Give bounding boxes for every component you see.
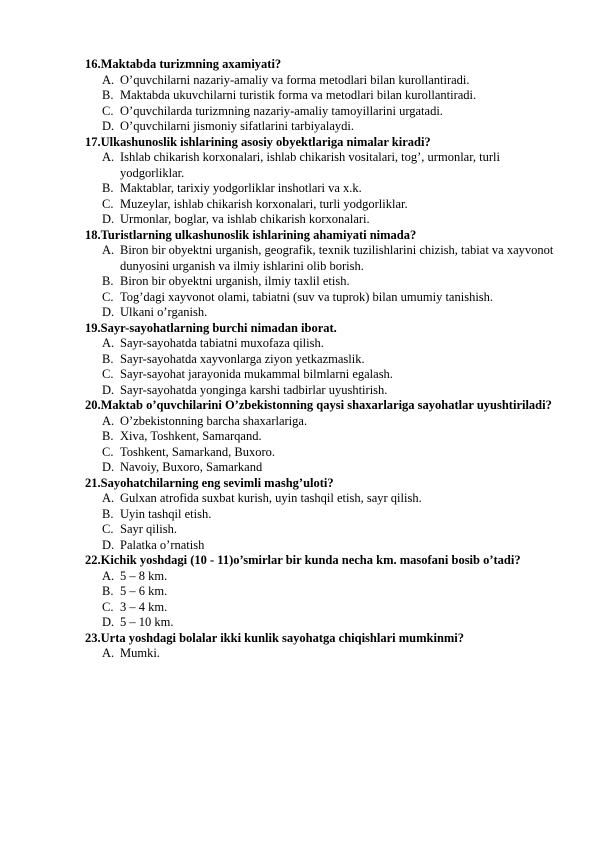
option-text: O’quvchilarda turizmning nazariy-amaliy tamoyillarini urgatadi. — [120, 103, 443, 118]
option-item — [85, 569, 555, 585]
option-letter: A. — [102, 568, 115, 583]
option-text: Sayr-sayohat jarayonida mukammal bilmlarni egalash. — [120, 367, 393, 381]
option-item — [85, 615, 555, 631]
option-letter: A. — [102, 243, 115, 257]
option-item — [85, 150, 555, 181]
option-text: Tog’dagi xayvonot olami, tabiatni (suv va tuprok) bilan umumiy tanishish. — [120, 289, 494, 304]
question-block — [85, 398, 555, 476]
option-text: Xiva, Toshkent, Samarqand. — [120, 429, 262, 443]
option-item — [85, 522, 555, 538]
option-list — [85, 491, 555, 553]
option-text: O’zbekistonning barcha shaxarlariga. — [120, 413, 308, 428]
option-letter: C. — [102, 103, 114, 118]
option-letter: B. — [102, 181, 114, 195]
option-item — [85, 352, 555, 368]
option-text: 5 – 8 km. — [120, 568, 168, 583]
option-letter: D. — [102, 212, 115, 226]
option-letter: A. — [102, 646, 115, 660]
option-item — [85, 336, 555, 352]
option-item — [85, 104, 555, 120]
option-letter: B. — [102, 584, 114, 598]
option-text: Sayr-sayohatda tabiatni muxofaza qilish. — [120, 336, 324, 350]
option-item — [85, 290, 555, 306]
option-item — [85, 584, 555, 600]
option-letter: A. — [102, 150, 115, 164]
option-item — [85, 367, 555, 383]
option-text: Maktablar, tarixiy yodgorliklar inshotlari va x.k. — [120, 181, 362, 195]
question-block — [85, 228, 555, 321]
option-item — [85, 181, 555, 197]
question-title: 21.Sayohatchilarning eng sevimli mashg’uloti? — [85, 475, 334, 490]
option-item — [85, 383, 555, 399]
option-item — [85, 507, 555, 523]
option-text: Palatka o’rnatish — [120, 537, 205, 552]
option-text: O’quvchilarni nazariy-amaliy va forma metodlari bilan kurollantiradi. — [120, 72, 470, 87]
option-text: 3 – 4 km. — [120, 599, 168, 614]
option-text: Urmonlar, boglar, va ishlab chikarish korxonalari. — [120, 212, 370, 226]
option-text: Ishlab chikarish korxonalari, ishlab chikarish vositalari, tog’, urmonlar, turli yodgorliklar. — [120, 150, 500, 180]
option-item — [85, 88, 555, 104]
option-letter: B. — [102, 88, 114, 102]
option-item — [85, 491, 555, 507]
option-item — [85, 429, 555, 445]
option-item — [85, 119, 555, 135]
option-letter: B. — [102, 274, 114, 288]
question-block — [85, 57, 555, 135]
option-item — [85, 305, 555, 321]
option-letter: A. — [102, 336, 115, 350]
option-letter: B. — [102, 506, 114, 521]
option-text: Gulxan atrofida suxbat kurish, uyin tashqil etish, sayr qilish. — [120, 491, 422, 505]
option-item — [85, 445, 555, 461]
question-title: 23.Urta yoshdagi bolalar ikki kunlik sayohatga chiqishlari mumkinmi? — [85, 630, 465, 645]
option-item — [85, 197, 555, 213]
option-list — [85, 646, 555, 662]
option-text: 5 – 10 km. — [120, 615, 174, 629]
question-title: 22.Kichik yoshdagi (10 - 11)o’smirlar bir kunda necha km. masofani bosib o’tadi? — [85, 553, 521, 567]
option-item — [85, 460, 555, 476]
option-text: Uyin tashqil etish. — [120, 506, 212, 521]
option-text: Mumki. — [120, 646, 160, 660]
option-text: Toshkent, Samarkand, Buxoro. — [120, 444, 276, 459]
option-letter: A. — [102, 72, 115, 87]
question-title: 18.Turistlarning ulkashunoslik ishlarining ahamiyati nimada? — [85, 227, 417, 242]
option-text: Sayr qilish. — [120, 522, 177, 536]
option-letter: D. — [102, 382, 115, 397]
question-block — [85, 135, 555, 228]
option-letter: B. — [102, 351, 114, 366]
document-page — [85, 57, 555, 662]
question-block — [85, 321, 555, 399]
option-text: Biron bir obyektni urganish, ilmiy taxlil etish. — [120, 274, 350, 288]
option-letter: C. — [102, 367, 114, 381]
option-text: Sayr-sayohatda xayvonlarga ziyon yetkazmaslik. — [120, 351, 365, 366]
option-letter: C. — [102, 289, 114, 304]
option-item — [85, 73, 555, 89]
option-item — [85, 212, 555, 228]
option-letter: D. — [102, 119, 115, 133]
option-letter: C. — [102, 196, 114, 211]
option-list — [85, 336, 555, 398]
question-block — [85, 476, 555, 554]
option-item — [85, 274, 555, 290]
option-letter: D. — [102, 460, 115, 474]
option-list — [85, 569, 555, 631]
question-title: 19.Sayr-sayohatlarning burchi nimadan iborat. — [85, 320, 337, 335]
option-letter: B. — [102, 429, 114, 443]
option-letter: D. — [102, 615, 115, 629]
option-letter: C. — [102, 444, 114, 459]
question-block — [85, 553, 555, 631]
option-item — [85, 538, 555, 554]
option-letter: D. — [102, 537, 115, 552]
option-list — [85, 414, 555, 476]
option-text: O’quvchilarni jismoniy sifatlarini tarbiyalaydi. — [120, 119, 354, 133]
option-list — [85, 150, 555, 228]
question-title: 16.Maktabda turizmning axamiyati? — [85, 57, 282, 71]
option-text: Sayr-sayohatda yonginga karshi tadbirlar uyushtirish. — [120, 382, 388, 397]
option-text: Muzeylar, ishlab chikarish korxonalari, turli yodgorliklar. — [120, 196, 408, 211]
option-item — [85, 646, 555, 662]
option-letter: A. — [102, 491, 115, 505]
option-letter: C. — [102, 522, 114, 536]
option-item — [85, 243, 555, 274]
option-item — [85, 414, 555, 430]
option-text: Biron bir obyektni urganish, geografik, texnik tuzilishlarini chizish, tabiat va xayvonot dunyosini urganish va ilmiy ishlarini olib borish. — [120, 243, 554, 273]
option-list — [85, 243, 555, 321]
option-text: Ulkani o’rganish. — [120, 305, 208, 319]
option-list — [85, 73, 555, 135]
question-title: 20.Maktab o’quvchilarini O’zbekistonning qaysi shaxarlariga sayohatlar uyushtiriladi? — [85, 398, 552, 412]
option-text: Maktabda ukuvchilarni turistik forma va metodlari bilan kurollantiradi. — [120, 88, 477, 102]
question-block — [85, 631, 555, 662]
question-title: 17.Ulkashunoslik ishlarining asosiy obyektlariga nimalar kiradi? — [85, 134, 431, 149]
option-letter: A. — [102, 413, 115, 428]
option-text: 5 – 6 km. — [120, 584, 168, 598]
option-letter: D. — [102, 305, 115, 319]
option-item — [85, 600, 555, 616]
option-letter: C. — [102, 599, 114, 614]
option-text: Navoiy, Buxoro, Samarkand — [120, 460, 263, 474]
